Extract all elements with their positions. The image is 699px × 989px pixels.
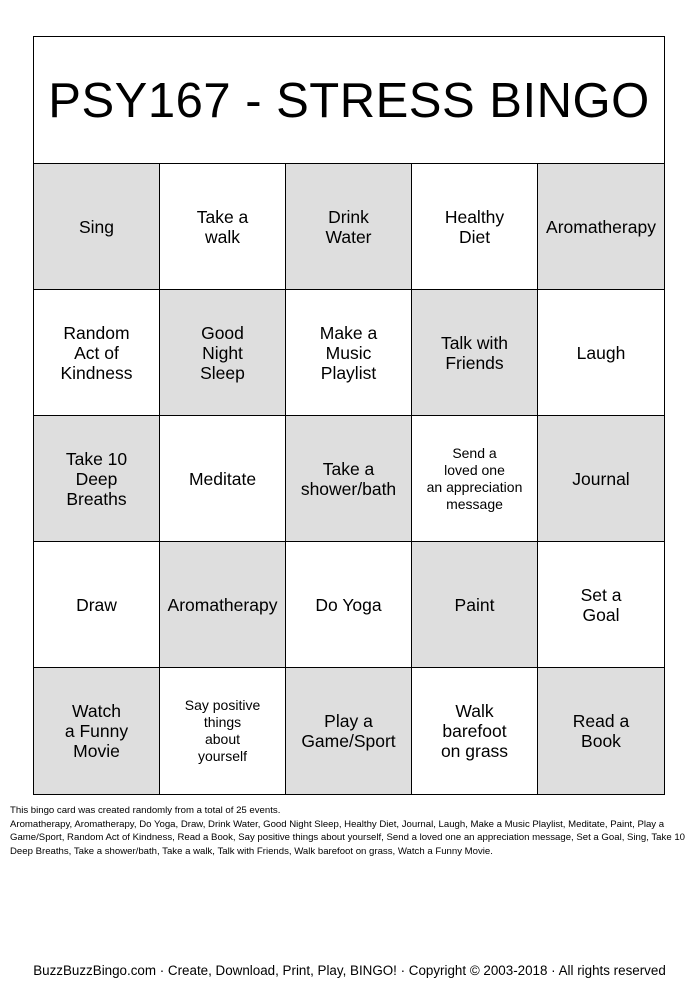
bingo-cell-text: Take a shower/bath (300, 458, 397, 499)
bingo-cell (538, 668, 664, 794)
bingo-cell (34, 542, 160, 668)
bingo-cell (412, 668, 538, 794)
bingo-cell-text: Healthy Diet (444, 206, 505, 247)
bingo-cell (286, 290, 412, 416)
bingo-cell (538, 164, 664, 290)
card-title: PSY167 - STRESS BINGO (48, 73, 650, 128)
bingo-cell (412, 416, 538, 542)
title-box (34, 37, 664, 164)
bingo-cell (160, 668, 286, 794)
bingo-cell (160, 290, 286, 416)
bingo-cell-text: Random Act of Kindness (60, 322, 133, 383)
bingo-cell-text: Watch a Funny Movie (64, 701, 129, 761)
bingo-cell-text: Walk barefoot on grass (440, 701, 509, 761)
bingo-cell (34, 416, 160, 542)
bingo-cell (34, 290, 160, 416)
bingo-cell (412, 542, 538, 668)
bingo-cell (286, 542, 412, 668)
bingo-cell-text: Read a Book (572, 711, 630, 751)
bingo-cell-text: Sing (78, 216, 115, 237)
bingo-cell (412, 164, 538, 290)
bingo-cell (538, 542, 664, 668)
bingo-cell-text: Journal (572, 468, 630, 489)
bingo-cell-text: Aromatherapy (167, 594, 278, 615)
bingo-cell (286, 164, 412, 290)
bingo-cell-text: Say positive things about yourself (184, 697, 261, 764)
bingo-cell-text: Paint (454, 594, 495, 615)
bingo-cell-text: Meditate (188, 468, 257, 489)
bingo-cell-text: Play a Game/Sport (301, 711, 396, 751)
bingo-cell-text: Set a Goal (580, 584, 622, 625)
bingo-cell-text: Do Yoga (315, 594, 382, 615)
bingo-cell-text: Take a walk (196, 206, 249, 247)
bingo-card (33, 36, 665, 795)
event-footnote (10, 804, 690, 858)
footnote-intro: This bingo card was created randomly from a total of 25 events. (10, 805, 281, 816)
bingo-cell-text: Send a loved one an appreciation message (426, 444, 523, 512)
bingo-cell-text: Good Night Sleep (200, 322, 245, 383)
bingo-cell (538, 416, 664, 542)
bingo-cell (160, 542, 286, 668)
bingo-cell-text: Take 10 Deep Breaths (65, 448, 128, 509)
bingo-cell (160, 164, 286, 290)
bingo-cell (412, 290, 538, 416)
site-footer: BuzzBuzzBingo.com · Create, Download, Print, Play, BINGO! · Copyright © 2003-2018 · All rights reserved (33, 963, 666, 978)
bingo-cell (160, 416, 286, 542)
bingo-cell (538, 290, 664, 416)
bingo-cell (286, 416, 412, 542)
footnote-events: Aromatherapy, Aromatherapy, Do Yoga, Draw, Drink Water, Good Night Sleep, Healthy Diet, Journal, Laugh, Make a Music Playlist, Meditate, Paint, Play a Game/Sport, Random Act of Kindness, Read a Book, Say positive things about yourself, Send a loved one an appreciation message, Set a Goal, Sing, Take 10 Deep Breaths, Take a shower/bath, Take a walk, Talk with Friends, Walk barefoot on grass, Watch a Funny Movie. (10, 818, 685, 857)
bingo-cell-text: Draw (76, 594, 117, 615)
bingo-cell-text: Aromatherapy (546, 216, 656, 237)
bingo-cell-text: Drink Water (325, 206, 372, 247)
bingo-cell (286, 668, 412, 794)
bingo-grid (34, 164, 664, 794)
bingo-cell-text: Laugh (576, 342, 626, 363)
bingo-cell-text: Make a Music Playlist (319, 322, 378, 383)
bingo-cell (34, 668, 160, 794)
bingo-cell-text: Talk with Friends (440, 332, 509, 373)
bingo-cell (34, 164, 160, 290)
